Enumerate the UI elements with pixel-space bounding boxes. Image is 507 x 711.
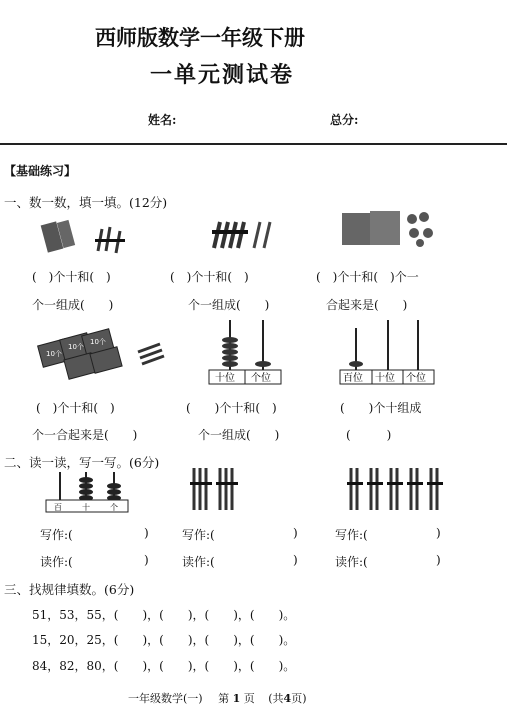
score-label: 总分: — [330, 113, 359, 127]
abacus2-hundreds-label: 百位 — [343, 373, 363, 384]
q2-item2-write-close: ) — [293, 526, 298, 540]
q2-abacus-picture — [44, 468, 130, 514]
abacus2-tens-label: 十位 — [375, 373, 395, 384]
q1-row1-item3-line2: 合起来是( ) — [326, 298, 408, 312]
footer-page-unit: 页 — [243, 692, 255, 705]
bundle-label-text: 10个 — [46, 350, 62, 358]
q2-item2-read-close: ) — [293, 553, 298, 567]
q2-item1-read-close: ) — [144, 553, 149, 567]
abacus-picture-2 — [338, 318, 438, 386]
q1-row2-item1-line2: 个一合起来是( ) — [32, 428, 138, 442]
ten-bundles-picture — [38, 322, 168, 382]
q2-item1-read-label: 读作:( — [40, 555, 73, 569]
q2-item3-write-close: ) — [436, 526, 441, 540]
q1-row2-item3-line1: ( )个十组成 — [340, 401, 422, 415]
q3-title: 三、找规律填数。(6分) — [4, 582, 135, 597]
q3-row1: 51，53，55，( )，( )，( )，( )。 — [32, 608, 296, 622]
q1-row1-item2-line1: ( )个十和( ) — [170, 270, 249, 284]
bundle-label-text: 10个 — [90, 338, 106, 346]
q2-tens-label: 十 — [82, 503, 90, 512]
q1-row2-item2-line1: ( )个十和( ) — [186, 401, 277, 415]
q2-sticks-picture-2 — [345, 464, 445, 514]
abacus2-ones-label: 个位 — [406, 373, 426, 384]
bundle-sticks-picture-2 — [210, 212, 280, 252]
bundle-label-text: 10个 — [68, 343, 84, 351]
doc-title-line1: 西师版数学一年级下册 — [95, 25, 305, 50]
section-basic-heading: 【基础练习】 — [4, 164, 77, 178]
abacus-picture-1 — [205, 318, 285, 386]
q3-row3: 84，82，80，( )，( )，( )，( )。 — [32, 659, 296, 673]
q2-title: 二、读一读，写一写。(6分) — [4, 455, 160, 470]
bundle-sticks-picture-1 — [40, 215, 130, 255]
q2-hundreds-label: 百 — [54, 503, 62, 512]
q1-row1-item1-line2: 个一组成( ) — [32, 298, 114, 312]
q2-item3-write-label: 写作:( — [335, 528, 368, 542]
q1-row2-item3-line2: ( ) — [346, 428, 392, 442]
q1-row1-item1-line1: ( )个十和( ) — [32, 270, 111, 284]
q2-item1-write-close: ) — [144, 526, 149, 540]
q2-item3-read-label: 读作:( — [335, 555, 368, 569]
q1-row1-item3-line1: ( )个十和( )个一 — [316, 270, 419, 284]
q1-row1-item2-line2: 个一组成( ) — [188, 298, 270, 312]
doc-title-line2: 一单元测试卷 — [150, 62, 295, 88]
q1-row2-item2-line2: 个一组成( ) — [198, 428, 280, 442]
name-label: 姓名: — [148, 113, 177, 127]
abacus1-tens-label: 十位 — [215, 373, 235, 384]
abacus1-ones-label: 个位 — [251, 373, 271, 384]
footer-total-number: 4 — [283, 692, 292, 705]
footer-total-unit: 页) — [291, 692, 307, 705]
page-footer — [128, 690, 307, 706]
footer-page-word: 第 — [218, 692, 230, 705]
q2-item1-write-label: 写作:( — [40, 528, 73, 542]
top-rule — [0, 143, 507, 145]
q2-item2-read-label: 读作:( — [182, 555, 215, 569]
gifts-picture — [340, 205, 440, 250]
footer-total-word: (共 — [268, 692, 284, 705]
q3-row2: 15，20，25，( )，( )，( )，( )。 — [32, 633, 296, 647]
footer-subject: 一年级数学(一) — [128, 692, 203, 705]
q2-sticks-picture-1 — [188, 464, 248, 514]
q2-item2-write-label: 写作:( — [182, 528, 215, 542]
q2-ones-label: 个 — [110, 503, 118, 512]
q2-item3-read-close: ) — [436, 553, 441, 567]
q1-title: 一、数一数，填一填。(12分) — [4, 195, 168, 210]
footer-page-number: 1 — [232, 692, 241, 705]
q1-row2-item1-line1: ( )个十和( ) — [36, 401, 115, 415]
